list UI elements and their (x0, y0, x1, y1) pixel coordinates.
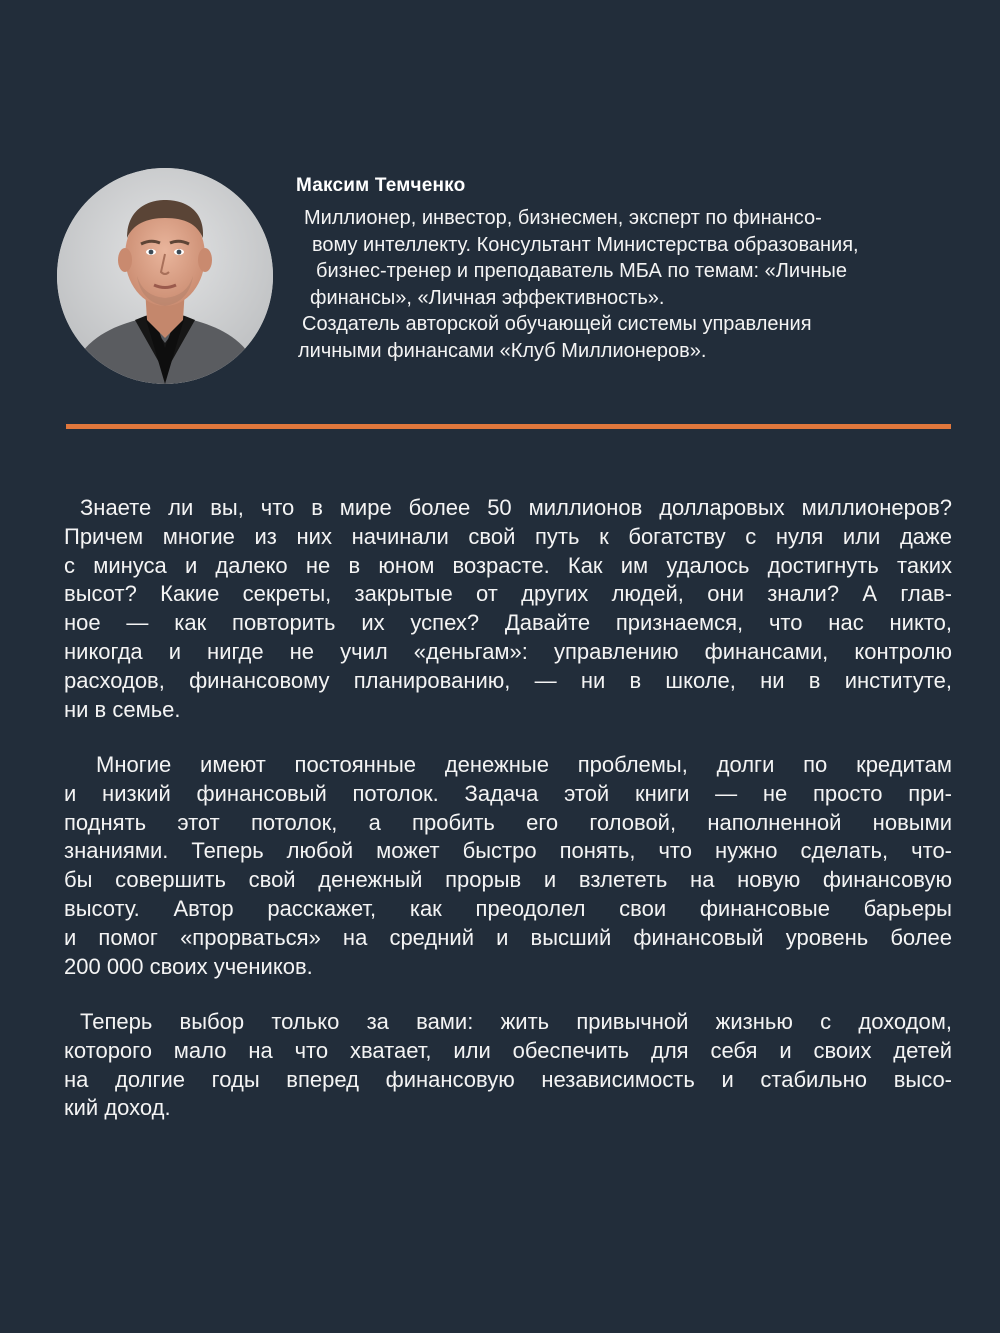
paragraph-line: Теперь выбор только за вами: жить привычной жизнью с доходом, (80, 1009, 952, 1034)
bio-line: личными финансами «Клуб Миллионеров». (298, 339, 707, 362)
paragraph-line: с минуса и далеко не в юном возрасте. Как им удалось достигнуть таких (64, 552, 952, 578)
paragraph-2 (64, 751, 952, 981)
paragraph-line: расходов, финансовому планированию, — ни в школе, ни в институте, (64, 667, 952, 693)
paragraph-line: знаниями. Теперь любой может быстро понять, что нужно сделать, что- (64, 838, 952, 864)
paragraph-line: Причем многие из них начинали свой путь к богатству с нуля или даже (64, 523, 952, 549)
paragraph-line: 200 000 своих учеников. (64, 953, 313, 979)
bio-line: Создатель авторской обучающей системы управления (302, 313, 812, 336)
bio-line: Миллионер, инвестор, бизнесмен, эксперт по финансо- (304, 207, 822, 229)
paragraph-line: высот? Какие секреты, закрытые от других людей, они знали? А глав- (64, 581, 952, 607)
bio-line: вому интеллекту. Консультант Министерства образования, (312, 233, 859, 256)
author-bio (296, 205, 956, 365)
bio-line: финансы», «Личная эффективность». (310, 286, 665, 309)
paragraph-line: Многие имеют постоянные денежные проблемы, долги по кредитам (96, 752, 952, 777)
paragraph-line: поднять этот потолок, а пробить его головой, наполненной новыми (64, 809, 952, 835)
paragraph-line: бы совершить свой денежный прорыв и взлететь на новую финансовую (64, 867, 952, 893)
paragraph-line: ни в семье. (64, 696, 181, 722)
paragraph-1 (64, 494, 952, 724)
paragraph-line: высоту. Автор расскажет, как преодолел свои финансовые барьеры (64, 895, 952, 921)
paragraph-line: и низкий финансовый потолок. Задача этой книги — не просто при- (64, 780, 952, 806)
orange-divider (66, 424, 951, 429)
paragraph-line: и помог «прорваться» на средний и высший финансовый уровень более (64, 924, 952, 950)
paragraph-line: которого мало на что хватает, или обеспечить для себя и своих детей (64, 1037, 952, 1063)
bio-line: бизнес-тренер и преподаватель МБА по темам: «Личные (316, 260, 848, 283)
paragraph-line: кий доход. (64, 1095, 171, 1121)
paragraph-line: никогда и нигде не учил «деньгам»: управлению финансами, контролю (64, 638, 952, 664)
paragraph-line: ное — как повторить их успех? Давайте признаемся, что нас никто, (64, 610, 952, 636)
paragraph-line: Знаете ли вы, что в мире более 50 миллионов долларовых миллионеров? (80, 495, 952, 520)
paragraph-3 (64, 1008, 952, 1123)
author-name: Максим Темченко (296, 175, 466, 196)
author-portrait (57, 168, 273, 384)
paragraph-line: на долгие годы вперед финансовую независимость и стабильно высо- (64, 1066, 952, 1092)
